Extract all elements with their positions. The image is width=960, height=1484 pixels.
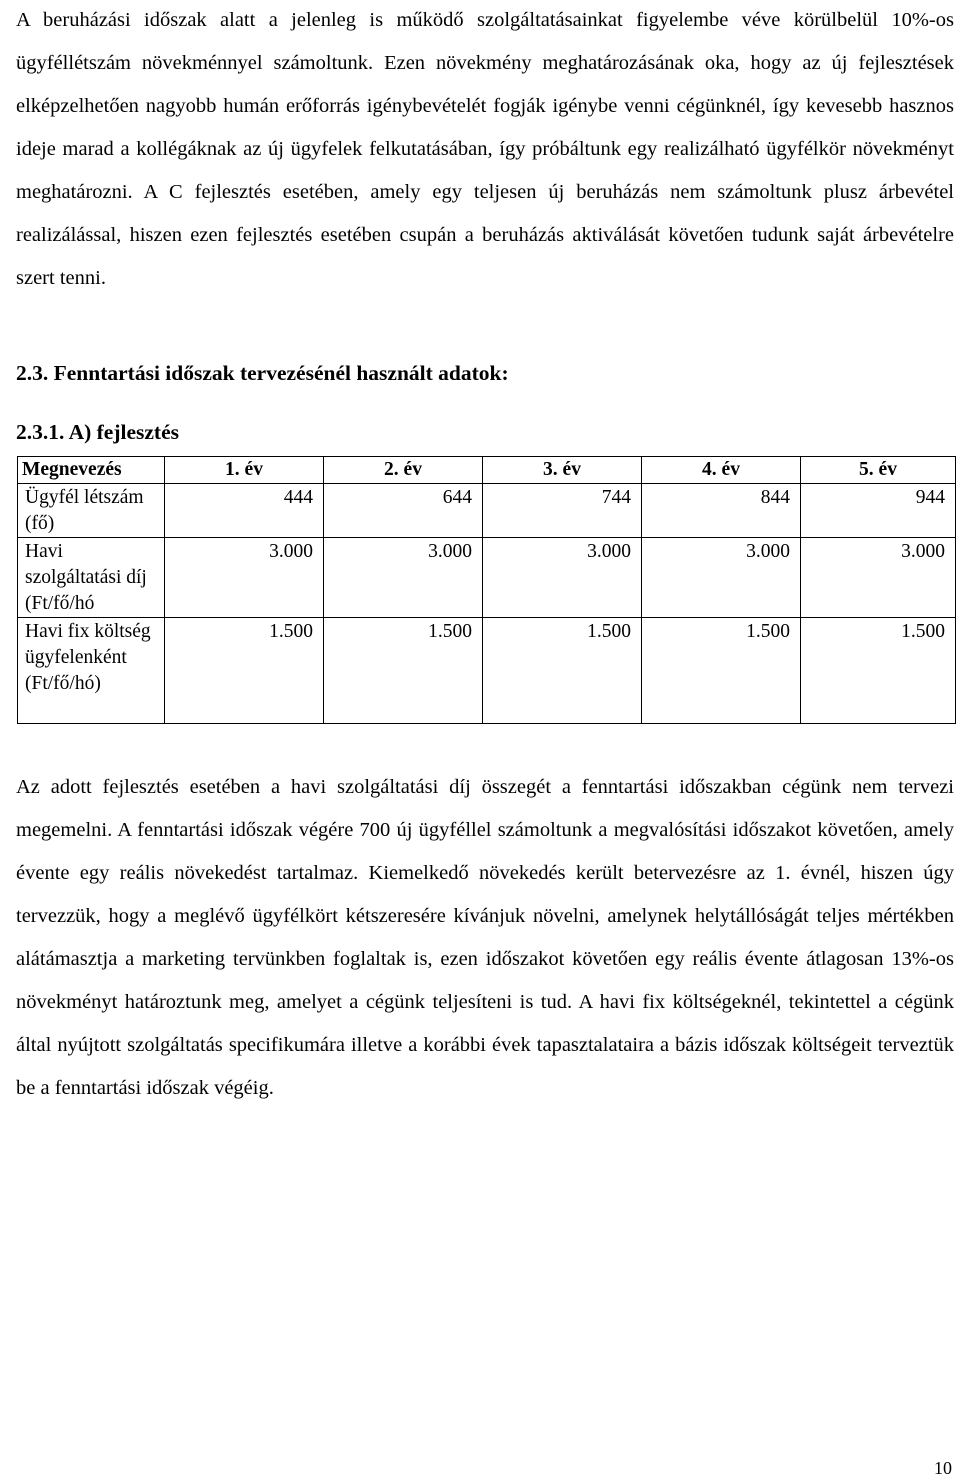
data-table [17,456,956,724]
table-row [18,538,956,618]
table-cell: 3.000 [642,538,801,618]
table-cell: 1.500 [642,618,801,724]
column-header: 5. év [801,457,956,484]
page-number: 10 [934,1458,952,1478]
column-header: 4. év [642,457,801,484]
column-header: Megnevezés [18,457,165,484]
row-label: Havi fix költség ügyfelenként (Ft/fő/hó) [18,618,165,724]
table-cell: 3.000 [324,538,483,618]
table-cell: 1.500 [483,618,642,724]
column-header: 2. év [324,457,483,484]
table-cell: 3.000 [165,538,324,618]
intro-paragraph: A beruházási időszak alatt a jelenleg is működő szolgáltatásainkat figyelembe véve körülbelül 10%-os ügyféllétszám növekménnyel számoltunk. Ezen növekmény meghatározásának oka, hogy az új fejlesztések elképzelhetően nagyobb humán erőforrás igénybevételét fogják igénybe venni cégünknél, így kevesebb hasznos ideje marad a kollégáknak az új ügyfelek felkutatásában, így próbáltunk egy realizálható ügyfélkör növekményt meghatározni. A C fejlesztés esetében, amely egy teljesen új beruházás nem számoltunk plusz árbevétel realizálással, hiszen ezen fejlesztés esetében csupán a beruházás aktiválását követően tudunk saját árbevételre szert tenni. [16,9,954,289]
subsection-heading: 2.3.1. A) fejlesztés [16,420,179,444]
table-cell: 944 [801,484,956,538]
table-cell: 1.500 [801,618,956,724]
table-cell: 3.000 [801,538,956,618]
table-header-row [18,457,956,484]
table-cell: 1.500 [165,618,324,724]
row-label: Ügyfél létszám (fő) [18,484,165,538]
row-label: Havi szolgáltatási díj (Ft/fő/hó [18,538,165,618]
table-cell: 844 [642,484,801,538]
table-cell: 3.000 [483,538,642,618]
table-cell: 1.500 [324,618,483,724]
conclusion-paragraph: Az adott fejlesztés esetében a havi szolgáltatási díj összegét a fenntartási időszakban cégünk nem tervezi megemelni. A fenntartási időszak végére 700 új ügyféllel számoltunk a megvalósítási időszakot követően, amely évente egy reális növekedést tartalmaz. Kiemelkedő növekedés került betervezésre az 1. évnél, hiszen úgy tervezzük, hogy a meglévő ügyfélkört kétszeresére kívánjuk növelni, amelynek helytállóságát teljes mértékben alátámasztja a marketing tervünkben foglaltak is, ezen időszakot követően egy reális évente átlagosan 13%-os növekményt határoztunk meg, amelyet a cégünk teljesíteni is tud. A havi fix költségeknél, tekintettel a cégünk által nyújtott szolgáltatás specifikumára illetve a korábbi évek tapasztalataira a bázis időszak költségeit terveztük be a fenntartási időszak végéig. [16,776,954,1099]
table-row [18,618,956,724]
column-header: 3. év [483,457,642,484]
column-header: 1. év [165,457,324,484]
table-cell: 644 [324,484,483,538]
table-row [18,484,956,538]
table-cell: 744 [483,484,642,538]
section-heading: 2.3. Fenntartási időszak tervezésénél használt adatok: [16,361,509,385]
table-cell: 444 [165,484,324,538]
